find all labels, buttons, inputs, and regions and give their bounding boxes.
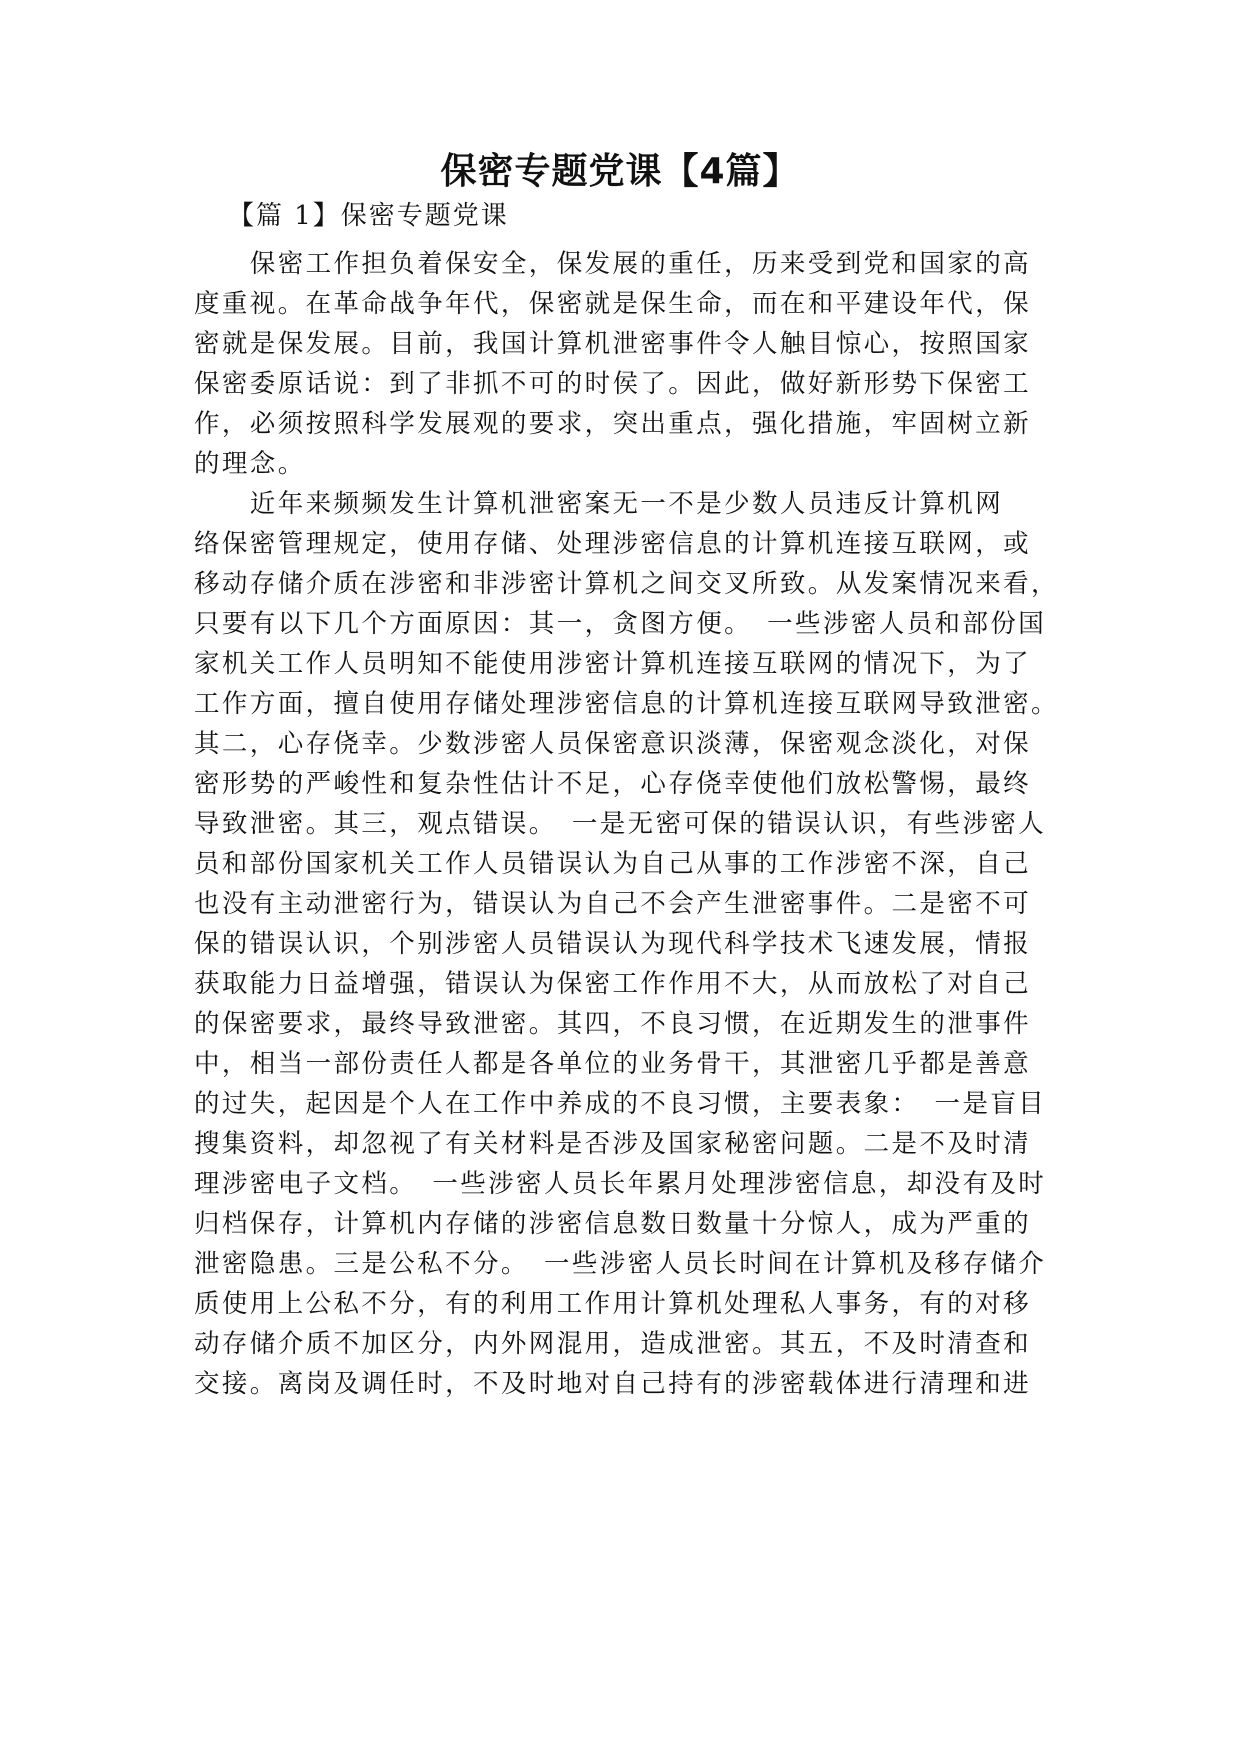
paragraph-line: 近年来频频发生计算机泄密案无一不是少数人员违反计算机网 [194,489,1004,519]
paragraph-line: 的保密要求，最终导致泄密。其四，不良习惯，在近期发生的泄事件 [194,1009,1032,1039]
paragraph-line: 保密工作担负着保安全，保发展的重任，历来受到党和国家的高 [194,249,1032,279]
paragraph-line: 泄密隐患。三是公私不分。 一些涉密人员长时间在计算机及移存储介 [194,1249,1047,1279]
paragraph-line: 保的错误认识，个别涉密人员错误认为现代科学技术飞速发展，情报 [194,929,1032,959]
paragraph-line: 动存储介质不加区分，内外网混用，造成泄密。其五，不及时清查和 [194,1329,1032,1359]
paragraph-line: 员和部份国家机关工作人员错误认为自己从事的工作涉密不深，自己 [194,849,1032,879]
paragraph-line: 密形势的严峻性和复杂性估计不足，心存侥幸使他们放松警惕，最终 [194,769,1032,799]
paragraph-line: 保密委原话说：到了非抓不可的时侯了。因此，做好新形势下保密工 [194,369,1032,399]
section-heading: 【篇 1】保密专题党课 [228,201,509,231]
paragraph-line: 工作方面，擅自使用存储处理涉密信息的计算机连接互联网导致泄密。 [194,689,1059,719]
paragraph-line: 移动存储介质在涉密和非涉密计算机之间交叉所致。从发案情况来看， [194,569,1059,599]
paragraph-line: 交接。离岗及调任时，不及时地对自己持有的涉密载体进行清理和进 [194,1369,1032,1399]
paragraph-line: 度重视。在革命战争年代，保密就是保生命，而在和平建设年代，保 [194,289,1032,319]
paragraph-line: 获取能力日益增强，错误认为保密工作作用不大，从而放松了对自己 [194,969,1032,999]
document-title: 保密专题党课【4篇】 [440,151,800,192]
paragraph-2 [194,484,1059,1404]
paragraph-line: 也没有主动泄密行为，错误认为自己不会产生泄密事件。二是密不可 [194,889,1032,919]
paragraph-line: 的过失，起因是个人在工作中养成的不良习惯，主要表象： 一是盲目 [194,1089,1047,1119]
paragraph-1 [194,244,1054,484]
paragraph-line: 的理念。 [194,449,306,479]
paragraph-line: 质使用上公私不分，有的利用工作用计算机处理私人事务，有的对移 [194,1289,1032,1319]
paragraph-line: 家机关工作人员明知不能使用涉密计算机连接互联网的情况下，为了 [194,649,1032,679]
paragraph-line: 理涉密电子文档。 一些涉密人员长年累月处理涉密信息，却没有及时 [194,1169,1047,1199]
paragraph-line: 导致泄密。其三，观点错误。 一是无密可保的错误认识，有些涉密人 [194,809,1047,839]
paragraph-line: 只要有以下几个方面原因：其一，贪图方便。 一些涉密人员和部份国 [194,609,1047,639]
paragraph-line: 中，相当一部份责任人都是各单位的业务骨干，其泄密几乎都是善意 [194,1049,1032,1079]
paragraph-line: 作，必须按照科学发展观的要求，突出重点，强化措施，牢固树立新 [194,409,1032,439]
paragraph-line: 搜集资料，却忽视了有关材料是否涉及国家秘密问题。二是不及时清 [194,1129,1032,1159]
paragraph-line: 其二，心存侥幸。少数涉密人员保密意识淡薄，保密观念淡化，对保 [194,729,1032,759]
paragraph-line: 络保密管理规定，使用存储、处理涉密信息的计算机连接互联网，或 [194,529,1032,559]
paragraph-line: 归档保存，计算机内存储的涉密信息数日数量十分惊人，成为严重的 [194,1209,1032,1239]
paragraph-line: 密就是保发展。目前，我国计算机泄密事件令人触目惊心，按照国家 [194,329,1032,359]
